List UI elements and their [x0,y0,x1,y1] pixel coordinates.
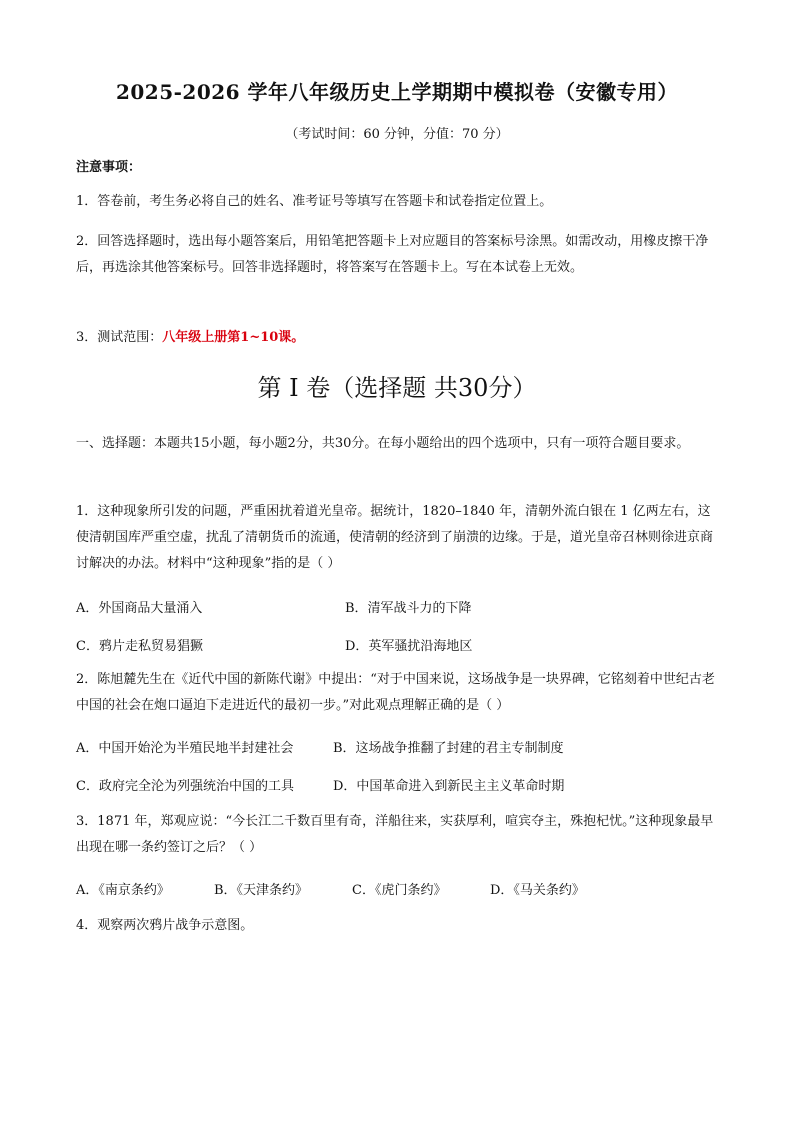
question-2-option-b[interactable]: B．这场战争推翻了封建的君主专制制度 [333,741,564,756]
section-instructions: 一、选择题：本题共15小题，每小题2分，共30分。在每小题给出的四个选项中，只有一项符合题目要求。 [76,436,690,451]
question-3-option-d[interactable]: D．《马关条约》 [490,883,585,898]
note-item-1: 1．答卷前，考生务必将自己的姓名、准考证号等填写在答题卡和试卷指定位置上。 [76,194,553,209]
question-3-option-c[interactable]: C．《虎门条约》 [352,883,447,898]
test-range: 八年级上册第1~10课。 [162,330,305,345]
question-2-stem: 2．陈旭麓先生在《近代中国的新陈代谢》中提出：“对于中国来说，这场战争是一块界碑，它铭刻着中世纪古老中国的社会在炮口逼迫下走进近代的最初一步。”对此观点理解正确的是（ ） [76,672,715,713]
question-4-stem: 4．观察两次鸦片战争示意图。 [76,918,254,933]
question-1-option-d[interactable]: D．英军骚扰沿海地区 [345,639,473,654]
note-item-3-prefix: 3．测试范围： [76,330,163,345]
notes-heading: 注意事项： [76,160,142,175]
section-title: 第 I 卷（选择题 共30分） [257,374,537,402]
question-2-option-d[interactable]: D．中国革命进入到新民主主义革命时期 [333,779,565,794]
question-1-option-c[interactable]: C．鸦片走私贸易猖獗 [76,639,203,654]
exam-title: 2025-2026 学年八年级历史上学期期中模拟卷（安徽专用） [115,80,679,104]
note-item-3 [76,325,721,351]
question-3-option-a[interactable]: A．《南京条约》 [76,883,170,898]
question-1-option-a[interactable]: A．外国商品大量涌入 [76,601,203,616]
note-item-2: 2．回答选择题时，选出每小题答案后，用铅笔把答题卡上对应题目的答案标号涂黑。如需改动，用橡皮擦干净后，再选涂其他答案标号。回答非选择题时，将答案写在答题卡上。写在本试卷上无效。 [76,234,709,275]
question-2-option-a[interactable]: A．中国开始沦为半殖民地半封建社会 [76,741,294,756]
question-1-stem: 1．这种现象所引发的问题，严重困扰着道光皇帝。据统计，1820–1840 年，清朝外流白银在 1 亿两左右，这使清朝国库严重空虚，扰乱了清朝货币的流通，使清朝的经济到了崩溃的边缘。于是，道光皇帝召林则徐进京商讨解决的办法。材料中“这种现象”指的是（ ） [76,504,714,571]
question-1-option-b[interactable]: B．清军战斗力的下降 [345,601,472,616]
question-2-option-c[interactable]: C．政府完全沦为列强统治中国的工具 [76,779,294,794]
question-3-option-b[interactable]: B．《天津条约》 [214,883,309,898]
question-3-stem: 3．1871 年，郑观应说：“今长江二千数百里有奇，洋船往来，实获厚利，喧宾夺主，殊抱杞忧。”这种现象最早出现在哪一条约签订之后？（ ） [76,814,714,855]
exam-duration-score: （考试时间：60 分钟，分值：70 分） [285,127,509,142]
